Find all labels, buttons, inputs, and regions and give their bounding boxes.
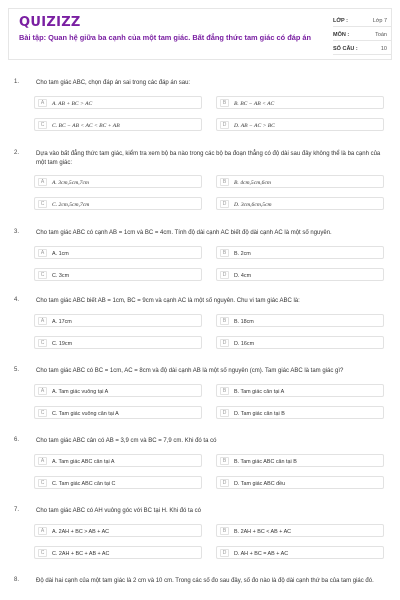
- option-d[interactable]: [216, 118, 384, 131]
- question-number: 3.: [14, 229, 20, 235]
- option-b[interactable]: [216, 384, 384, 397]
- option-text: C. 19cm: [52, 340, 73, 347]
- option-letter-box: B: [220, 527, 229, 535]
- option-letter-box: D: [220, 479, 229, 487]
- worksheet-title: Bài tập: Quan hệ giữa ba cạnh của một tam giác. Bất đẳng thức tam giác có đáp án: [19, 33, 312, 42]
- option-c[interactable]: [34, 268, 202, 281]
- info-row-subject: [333, 27, 391, 41]
- option-text: C. 3cm: [52, 272, 70, 279]
- option-d[interactable]: [216, 268, 384, 281]
- info-label: LỚP :: [333, 18, 348, 24]
- option-letter-box: A: [38, 249, 47, 257]
- option-letter-box: B: [220, 387, 229, 395]
- question-text: Cho tam giác ABC cân có AB = 3,9 cm và BC = 7,9 cm. Khi đó ta có: [36, 438, 217, 444]
- info-row-question-count: [333, 41, 391, 55]
- info-value: 10: [380, 46, 387, 52]
- option-b[interactable]: [216, 314, 384, 327]
- option-c[interactable]: [34, 406, 202, 419]
- option-text: C. BC − AB < AC < BC + AB: [52, 122, 120, 129]
- option-c[interactable]: [34, 197, 202, 210]
- option-a[interactable]: [34, 96, 202, 109]
- option-letter-box: D: [220, 409, 229, 417]
- option-letter-box: B: [220, 178, 229, 186]
- option-text: A. AB + BC > AC: [52, 100, 93, 107]
- option-a[interactable]: [34, 524, 202, 537]
- option-text: D. AH + BC = AB + AC: [234, 550, 289, 557]
- option-letter-box: C: [38, 121, 47, 129]
- option-text: D. AB − AC > BC: [234, 122, 275, 129]
- option-b[interactable]: [216, 175, 384, 188]
- worksheet-info: [333, 13, 391, 55]
- info-row-grade: [333, 13, 391, 27]
- question-text: Cho tam giác ABC có cạnh AB = 1cm và BC = 4cm. Tính độ dài cạnh AC biết độ dài cạnh AC là một số nguyên.: [36, 230, 332, 236]
- info-value: Toán: [375, 32, 387, 38]
- option-letter-box: A: [38, 387, 47, 395]
- option-text: A. 17cm: [52, 318, 72, 325]
- option-a[interactable]: [34, 246, 202, 259]
- option-text: A. 2AH + BC > AB + AC: [52, 528, 110, 535]
- option-text: D. 4cm: [234, 272, 252, 279]
- question-text: Cho tam giác ABC biết AB = 1cm, BC = 9cm và cạnh AC là một số nguyên. Chu vi tam giác ABC là:: [36, 298, 300, 304]
- option-letter-box: C: [38, 200, 47, 208]
- option-letter-box: A: [38, 457, 47, 465]
- option-text: A. 3cm,5cm,7cm: [52, 179, 89, 186]
- worksheet-header: [8, 8, 392, 60]
- option-text: B. 4cm,5cm,6cm: [234, 179, 271, 186]
- option-text: B. Tam giác ABC cân tại B: [234, 458, 297, 465]
- option-d[interactable]: [216, 336, 384, 349]
- option-text: A. 1cm: [52, 250, 69, 257]
- option-letter-box: C: [38, 549, 47, 557]
- option-text: B. Tam giác cân tại A: [234, 388, 285, 395]
- option-letter-box: A: [38, 527, 47, 535]
- option-letter-box: D: [220, 200, 229, 208]
- option-letter-box: A: [38, 99, 47, 107]
- info-label: MÔN :: [333, 32, 350, 38]
- question-text: Cho tam giác ABC, chọn đáp án sai trong các đáp án sau:: [36, 80, 191, 86]
- option-letter-box: A: [38, 178, 47, 186]
- info-label: SỐ CÂU :: [333, 46, 358, 52]
- option-letter-box: C: [38, 339, 47, 347]
- option-letter-box: B: [220, 457, 229, 465]
- option-text: B. 2cm: [234, 250, 251, 257]
- option-letter-box: D: [220, 271, 229, 279]
- option-text: B. 2AH + BC < AB + AC: [234, 528, 292, 535]
- option-text: B. 18cm: [234, 318, 254, 325]
- question-number: 2.: [14, 150, 20, 156]
- option-a[interactable]: [34, 384, 202, 397]
- info-value: Lớp 7: [372, 18, 387, 24]
- option-b[interactable]: [216, 246, 384, 259]
- option-letter-box: C: [38, 271, 47, 279]
- option-letter-box: C: [38, 409, 47, 417]
- question-text: Dựa vào bất đẳng thức tam giác, kiểm tra xem bộ ba nào trong các bộ ba đoạn thẳng có độ dài sau đây không thể là ba cạnh của một tam giác:: [36, 151, 381, 166]
- option-d[interactable]: [216, 546, 384, 559]
- option-c[interactable]: [34, 476, 202, 489]
- option-d[interactable]: [216, 197, 384, 210]
- option-text: C. Tam giác ABC cân tại C: [52, 480, 116, 487]
- option-text: D. Tam giác cân tại B: [234, 410, 285, 417]
- option-letter-box: A: [38, 317, 47, 325]
- option-letter-box: D: [220, 121, 229, 129]
- question-text: Độ dài hai cạnh của một tam giác là 2 cm và 10 cm. Trong các số đo sau đây, số đo nào là độ dài cạnh thứ ba của tam giác đó.: [36, 578, 374, 584]
- question-number: 8.: [14, 577, 20, 583]
- option-text: C. Tam giác vuông cân tại A: [52, 410, 119, 417]
- option-b[interactable]: [216, 524, 384, 537]
- option-letter-box: B: [220, 317, 229, 325]
- option-a[interactable]: [34, 454, 202, 467]
- option-text: D. 16cm: [234, 340, 255, 347]
- option-c[interactable]: [34, 336, 202, 349]
- option-text: A. Tam giác ABC cân tại A: [52, 458, 115, 465]
- option-letter-box: B: [220, 99, 229, 107]
- option-a[interactable]: [34, 314, 202, 327]
- option-letter-box: C: [38, 479, 47, 487]
- question-number: 5.: [14, 367, 20, 373]
- option-letter-box: D: [220, 549, 229, 557]
- option-text: D. Tam giác ABC đều: [234, 480, 286, 487]
- option-b[interactable]: [216, 454, 384, 467]
- question-number: 1.: [14, 79, 20, 85]
- option-c[interactable]: [34, 546, 202, 559]
- option-d[interactable]: [216, 406, 384, 419]
- option-b[interactable]: [216, 96, 384, 109]
- quizizz-logo: QUIZIZZ: [19, 15, 81, 30]
- option-letter-box: B: [220, 249, 229, 257]
- question-text: Cho tam giác ABC có AH vuông góc với BC tại H. Khi đó ta có: [36, 508, 202, 514]
- question-number: 7.: [14, 507, 20, 513]
- question-text: Cho tam giác ABC có BC = 1cm, AC = 8cm và độ dài cạnh AB là một số nguyên (cm). Tam giác ABC là tam giác gì?: [36, 368, 344, 374]
- option-c[interactable]: [34, 118, 202, 131]
- option-text: C. 2AH + BC + AB + AC: [52, 550, 110, 557]
- option-letter-box: D: [220, 339, 229, 347]
- option-text: A. Tam giác vuông tại A: [52, 388, 109, 395]
- option-text: D. 3cm,6cm,5cm: [234, 201, 272, 208]
- question-number: 6.: [14, 437, 20, 443]
- option-text: B. BC − AB < AC: [234, 100, 275, 107]
- question-number: 4.: [14, 297, 20, 303]
- option-a[interactable]: [34, 175, 202, 188]
- option-d[interactable]: [216, 476, 384, 489]
- option-text: C. 2cm,5cm,7cm: [52, 201, 90, 208]
